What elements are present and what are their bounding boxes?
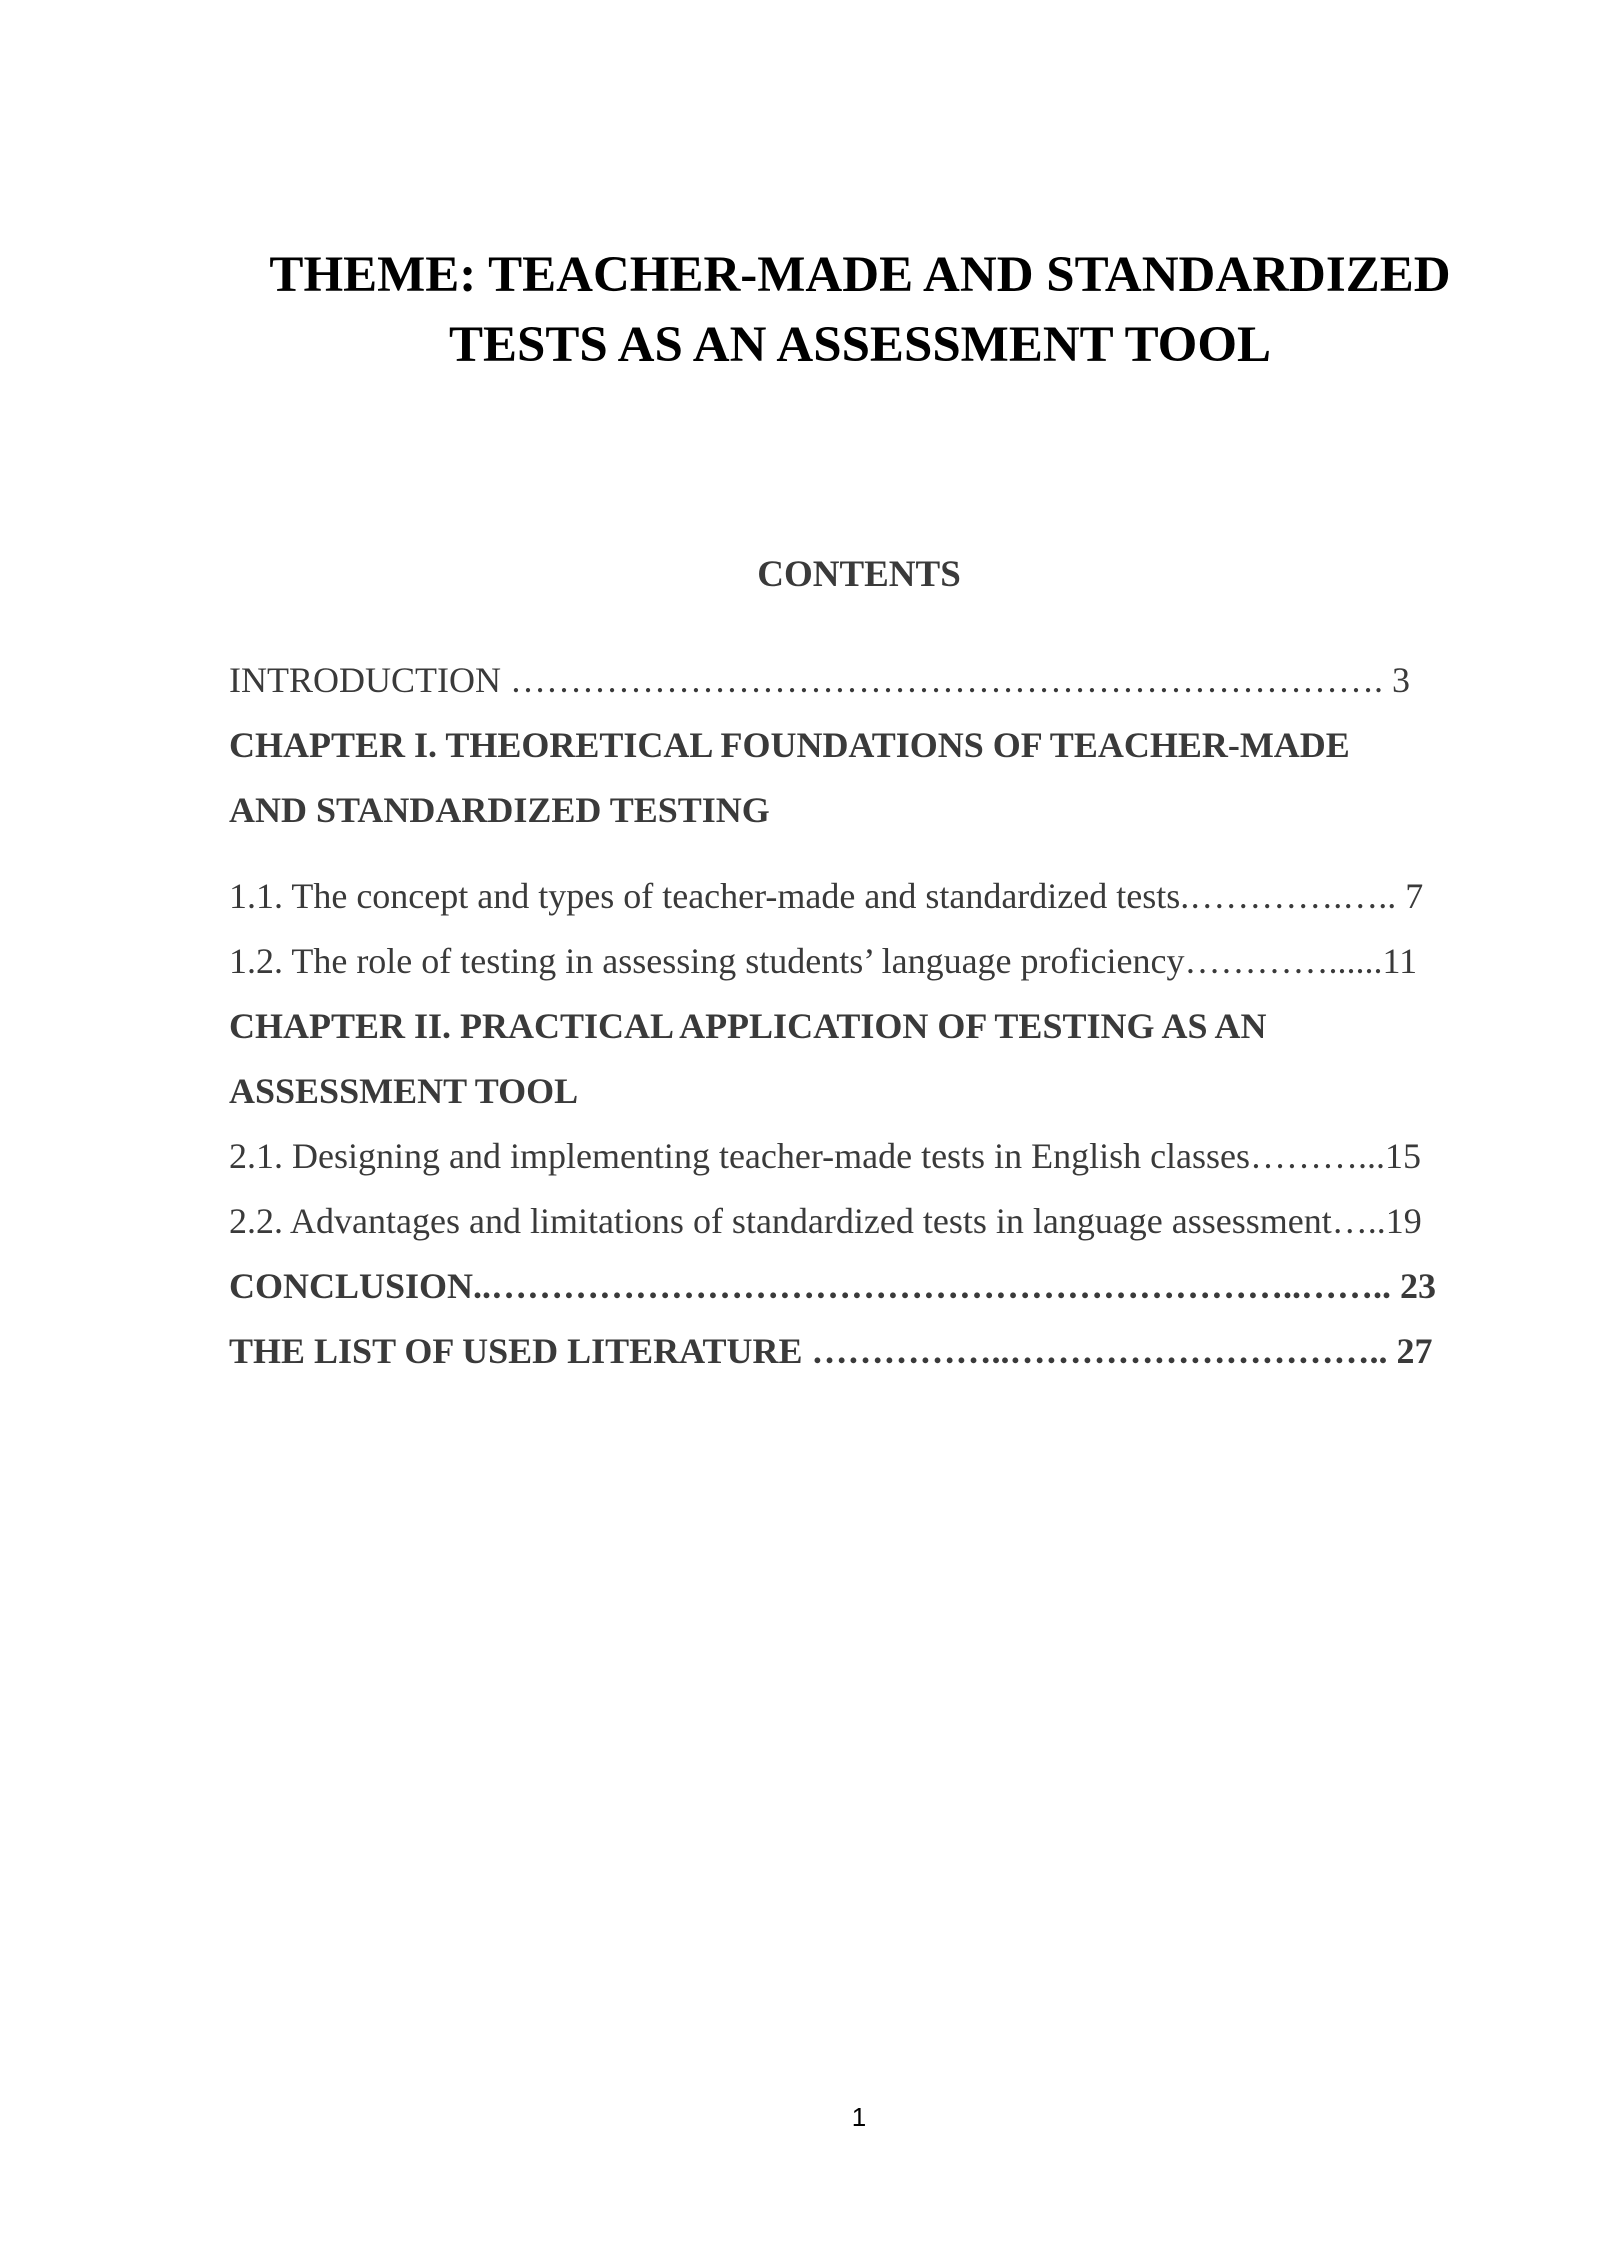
toc-entry-conclusion: CONCLUSION..…………………………………………………………..…….. 23	[229, 1266, 1437, 1306]
toc-entry-chapter-2-line-1: CHAPTER II. PRACTICAL APPLICATION OF TESTING AS AN	[229, 1006, 1267, 1046]
toc-entry-2-2: 2.2. Advantages and limitations of standardized tests in language assessment…..19	[229, 1201, 1422, 1241]
page-number: 1	[851, 2102, 867, 2132]
toc-entry-literature: THE LIST OF USED LITERATURE ……………..………………………….. 27	[229, 1331, 1433, 1371]
document-title	[160, 240, 1560, 380]
contents-heading: CONTENTS	[757, 554, 961, 595]
title-line-2: TESTS AS AN ASSESSMENT TOOL	[448, 317, 1272, 373]
toc-entry-introduction: INTRODUCTION ………………………………………………………………. 3	[229, 660, 1410, 700]
toc-entry-1-1: 1.1. The concept and types of teacher-made and standardized tests.………….….. 7	[229, 876, 1424, 916]
title-line-1: THEME: TEACHER-MADE AND STANDARDIZED	[269, 247, 1451, 303]
toc-entry-1-2: 1.2. The role of testing in assessing students’ language proficiency…………......11	[229, 941, 1418, 981]
toc-entry-chapter-2-line-2: ASSESSMENT TOOL	[229, 1071, 579, 1111]
toc-entry-chapter-1-line-1: CHAPTER I. THEORETICAL FOUNDATIONS OF TEACHER-MADE	[229, 725, 1350, 765]
toc-entry-chapter-1-line-2: AND STANDARDIZED TESTING	[229, 790, 770, 830]
toc-entry-2-1: 2.1. Designing and implementing teacher-made tests in English classes………...15	[229, 1136, 1422, 1176]
